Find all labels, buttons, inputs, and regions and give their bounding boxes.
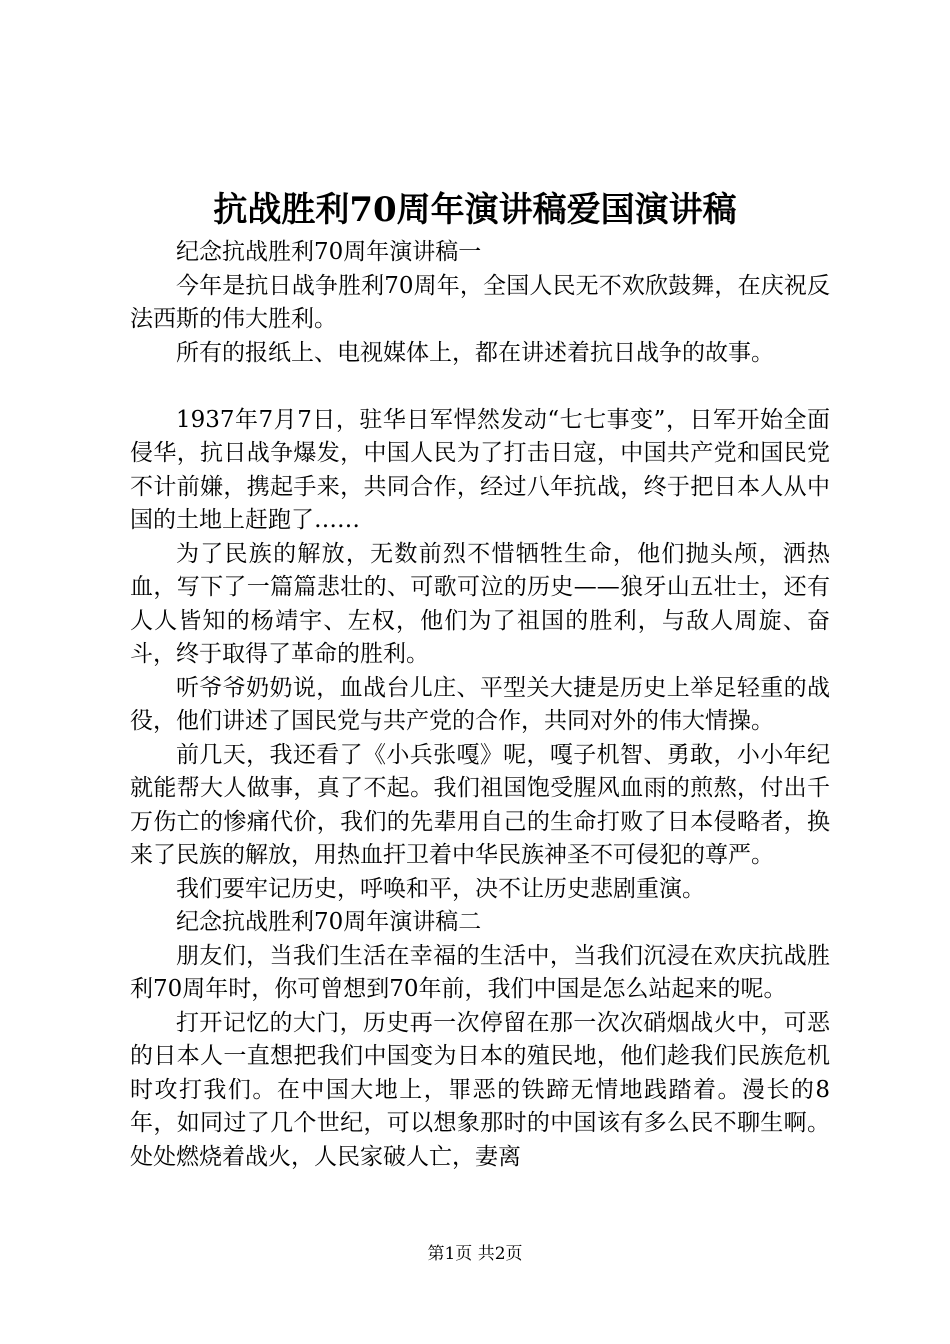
paragraph: 今年是抗日战争胜利70周年，全国人民无不欢欣鼓舞，在庆祝反法西斯的伟大胜利。: [130, 272, 830, 332]
paragraph: 纪念抗战胜利70周年演讲稿二: [176, 909, 482, 935]
paragraph: 听爷爷奶奶说，血战台儿庄、平型关大捷是历史上举足轻重的战役，他们讲述了国民党与共产党的合作，共同对外的伟大情操。: [130, 674, 830, 734]
paragraph: 所有的报纸上、电视媒体上，都在讲述着抗日战争的故事。: [176, 339, 774, 366]
paragraph: 为了民族的解放，无数前烈不惜牺牲生命，他们抛头颅，洒热血，写下了一篇篇悲壮的、可歌可泣的历史——狼牙山五壮士，还有人人皆知的杨靖宇、左权，他们为了祖国的胜利，与敌人周旋、奋斗，终于取得了革命的胜利。: [130, 540, 830, 667]
paragraph: 朋友们，当我们生活在幸福的生活中，当我们沉浸在欢庆抗战胜利70周年时，你可曾想到70年前，我们中国是怎么站起来的呢。: [130, 942, 830, 1002]
paragraph: 前几天，我还看了《小兵张嘎》呢，嘎子机智、勇敢，小小年纪就能帮大人做事，真了不起。我们祖国饱受腥风血雨的煎熬，付出千万伤亡的惨痛代价，我们的先辈用自己的生命打败了日本侵略者，换来了民族的解放，用热血扞卫着中华民族神圣不可侵犯的尊严。: [130, 741, 830, 868]
document-title: 抗战胜利70周年演讲稿爱国演讲稿: [213, 190, 737, 230]
paragraph: 我们要牢记历史，呼唤和平，决不让历史悲剧重演。: [176, 875, 705, 902]
page-footer: 第1页 共2页: [427, 1244, 523, 1264]
paragraph: 纪念抗战胜利70周年演讲稿一: [176, 239, 482, 265]
document-body: [130, 236, 830, 1174]
blank-paragraph: [130, 370, 830, 404]
paragraph: 打开记忆的大门，历史再一次停留在那一次次硝烟战火中，可恶的日本人一直想把我们中国变为日本的殖民地，他们趁我们民族危机时攻打我们。在中国大地上，罪恶的铁蹄无情地践踏着。漫长的8年，如同过了几个世纪，可以想象那时的中国该有多么民不聊生啊。处处燃烧着战火，人民家破人亡，妻离: [130, 1009, 830, 1170]
paragraph: 1937年7月7日，驻华日军悍然发动“七七事变”，日军开始全面侵华，抗日战争爆发，中国人民为了打击日寇，中国共产党和国民党不计前嫌，携起手来，共同合作，经过八年抗战，终于把日本人从中国的土地上赶跑了……: [130, 406, 830, 533]
